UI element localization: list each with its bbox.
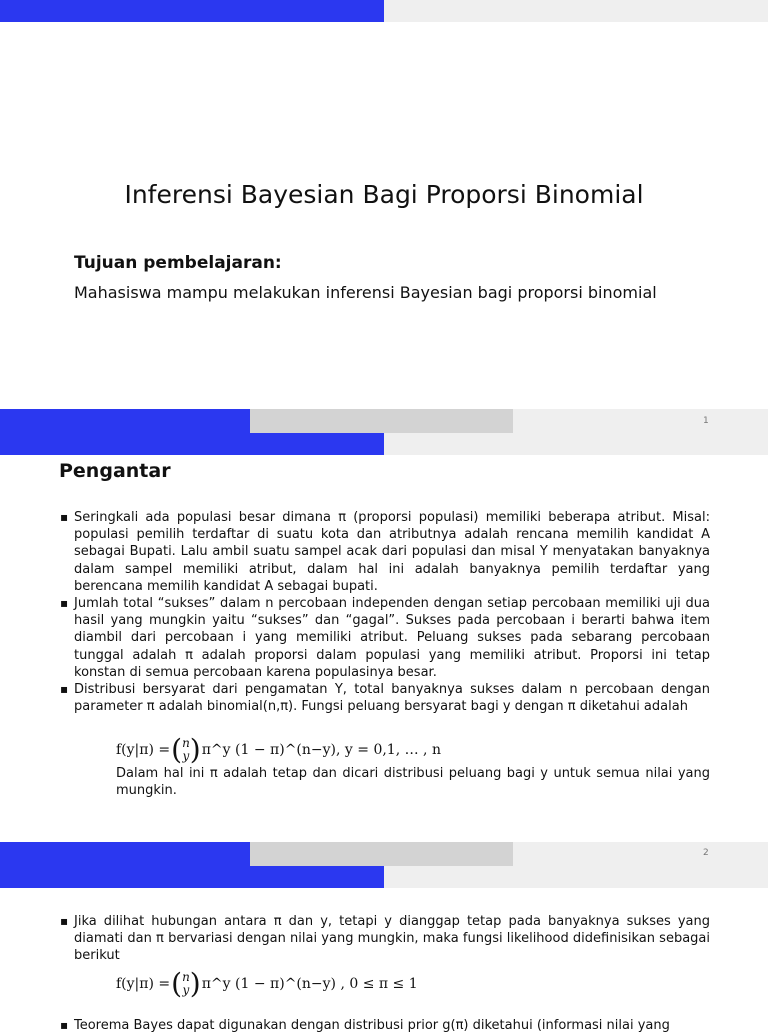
slide1-footer-bar-blue [0,409,250,433]
slide-title: Inferensi Bayesian Bagi Proporsi Binomial [124,180,644,209]
formula-rhs: π^y (1 − π)^(n−y) , 0 ≤ π ≤ 1 [201,976,418,992]
slide2-footer-bar-blue [0,842,250,866]
page-number: 1 [703,416,709,426]
slide3-top-bar-blue [0,866,384,888]
binom-top: n [182,736,190,750]
formula-lhs: f(y|π) = [116,976,171,992]
learning-goal-text: Mahasiswa mampu melakukan inferensi Bayesian bagi proporsi binomial [74,283,657,302]
likelihood-formula [116,967,418,1001]
binomial-coefficient: ( n y ) [171,967,201,1000]
learning-goal-heading: Tujuan pembelajaran: [74,253,282,273]
slide2-footer-bar-gray [250,842,513,866]
formula-rhs: π^y (1 − π)^(n−y), y = 0,1, … , n [201,742,441,758]
binom-top: n [182,970,190,984]
binom-bottom: y [182,749,190,763]
bullet-item: ▪ Seringkali ada populasi besar dimana π (proporsi populasi) memiliki beberapa atribut. Misal: populasi pemilih terdaftar di suatu kota dan atributnya adalah rencana memilih kandidat A sebagai Bupati. Lalu ambil suatu sampel acak dari populasi dan misal Y menyatakan banyaknya dalam sampel memiliki atribut, dalam hal ini adalah banyaknya pemilih terdaftar yang berencana memilih kandidat A sebagai bupati. [60,509,710,595]
bullet-item: ▪ Jumlah total “sukses” dalam n percobaan independen dengan setiap percobaan memiliki uji dua hasil yang mungkin yaitu “sukses” dan “gagal”. Sukses pada percobaan i berarti bahwa item diambil dari percobaan i yang memiliki atribut. Peluang sukses pada sebarang percobaan tunggal adalah π adalah proporsi dalam populasi yang memiliki atribut. Proporsi ini tetap konstan di semua percobaan karena populasinya besar. [60,595,710,681]
section-heading: Pengantar [59,460,171,482]
binomial-formula [116,733,441,767]
formula-note: Dalam hal ini π adalah tetap dan dicari distribusi peluang bagi y untuk semua nilai yang mungkin. [116,766,710,799]
slide1-footer-bar-light [513,409,768,433]
slide1-footer-bar-gray [250,409,513,433]
slide2-footer-bar-light [513,842,768,866]
bullet-item-cut: ▪ Teorema Bayes dapat digunakan dengan distribusi prior g(π) diketahui (informasi nilai yang [60,1017,724,1034]
bullet-item: ▪ Distribusi bersyarat dari pengamatan Y, total banyaknya sukses dalam n percobaan dengan parameter π adalah binomial(n,π). Fungsi peluang bersyarat bagi y dengan π diketahui adalah [60,681,710,715]
slide2-top-bar-blue [0,433,384,455]
page-number: 2 [703,848,709,858]
slide1-top-bar-blue [0,0,384,22]
slide2-top-bar-light [384,433,768,455]
formula-lhs: f(y|π) = [116,742,171,758]
slide1-top-bar-light [384,0,768,22]
bullet-list [60,509,710,715]
bullet-list [60,913,710,965]
bullet-item: ▪ Jika dilihat hubungan antara π dan y, tetapi y dianggap tetap pada banyaknya sukses yang diamati dan π bervariasi dengan nilai yang mungkin, maka fungsi likelihood didefinisikan sebagai berikut [60,913,710,965]
binomial-coefficient: ( n y ) [171,733,201,766]
binom-bottom: y [182,983,190,997]
slide3-top-bar-light [384,866,768,888]
